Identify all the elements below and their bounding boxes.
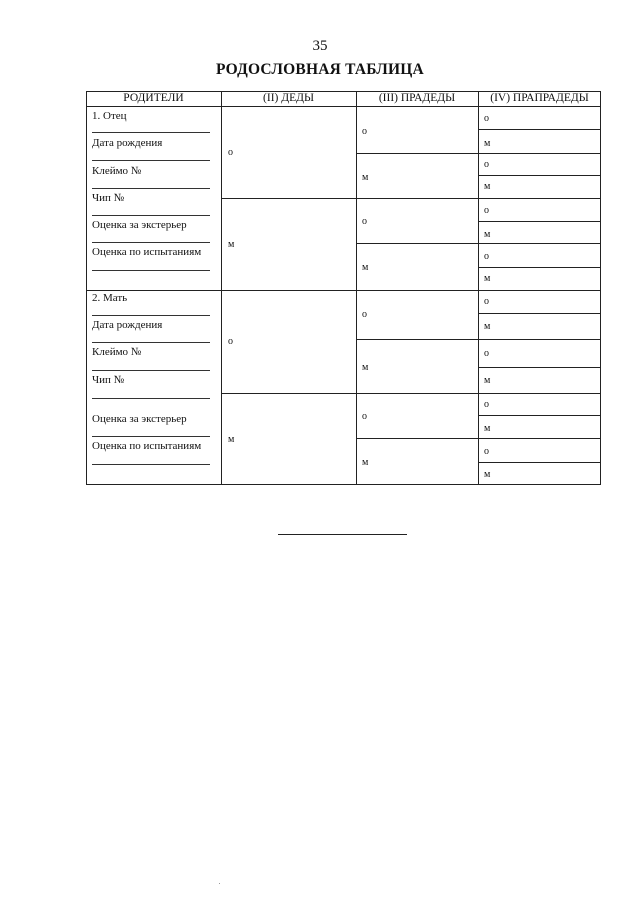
great-grandparent-father-mark: о <box>362 411 367 422</box>
row-divider-ggg <box>478 313 601 314</box>
father-brand-label: Клеймо № <box>92 165 142 177</box>
row-divider-grandparents <box>221 198 601 199</box>
row-divider-great-grandparents <box>356 438 601 439</box>
great-grandparent-mother-mark: м <box>362 457 369 468</box>
row-divider-ggg <box>478 267 601 268</box>
blank-line <box>92 315 210 316</box>
ggg-mother-mark: м <box>484 273 491 284</box>
blank-line <box>92 242 210 243</box>
ggg-father-mark: о <box>484 296 489 307</box>
ggg-father-mark: о <box>484 205 489 216</box>
father-exterior-label: Оценка за экстерьер <box>92 219 187 231</box>
father-birth-date-label: Дата рождения <box>92 137 163 149</box>
ggg-father-mark: о <box>484 251 489 262</box>
blank-line <box>92 160 210 161</box>
row-divider-ggg <box>478 462 601 463</box>
great-grandparent-mother-mark: м <box>362 262 369 273</box>
grandparent-mother-mark: м <box>228 434 235 445</box>
header-grandparents: (II) ДЕДЫ <box>263 92 314 104</box>
mother-birth-date-label: Дата рождения <box>92 319 163 331</box>
blank-line <box>92 464 210 465</box>
mother-heading: 2. Мать <box>92 292 128 304</box>
ggg-mother-mark: м <box>484 138 491 149</box>
father-trials-label: Оценка по испытаниям <box>92 246 202 258</box>
row-divider-great-grandparents <box>356 339 601 340</box>
blank-line <box>92 398 210 399</box>
column-divider <box>221 91 222 485</box>
row-divider-ggg <box>478 175 601 176</box>
mother-exterior-label: Оценка за экстерьер <box>92 413 187 425</box>
mother-chip-label: Чип № <box>92 374 125 386</box>
header-parents: РОДИТЕЛИ <box>123 92 184 104</box>
header-divider <box>86 106 601 107</box>
great-grandparent-father-mark: о <box>362 216 367 227</box>
ggg-mother-mark: м <box>484 181 491 192</box>
great-grandparent-mother-mark: м <box>362 172 369 183</box>
ggg-mother-mark: м <box>484 321 491 332</box>
row-divider-ggg <box>478 415 601 416</box>
ggg-father-mark: о <box>484 446 489 457</box>
row-divider-great-grandparents <box>356 153 601 154</box>
blank-line <box>92 436 210 437</box>
grandparent-mother-mark: м <box>228 239 235 250</box>
ggg-father-mark: о <box>484 113 489 124</box>
mother-brand-label: Клеймо № <box>92 346 142 358</box>
header-great-great-grandparents: (IV) ПРАПРАДЕДЫ <box>490 92 589 104</box>
great-grandparent-mother-mark: м <box>362 362 369 373</box>
column-divider <box>356 91 357 485</box>
blank-line <box>92 215 210 216</box>
father-chip-label: Чип № <box>92 192 125 204</box>
ggg-mother-mark: м <box>484 375 491 386</box>
scan-speck <box>219 883 220 884</box>
document-title: РОДОСЛОВНАЯ ТАБЛИЦА <box>216 61 424 78</box>
row-divider-ggg <box>478 221 601 222</box>
ggg-mother-mark: м <box>484 229 491 240</box>
header-great-grandparents: (III) ПРАДЕДЫ <box>378 92 456 104</box>
grandparent-father-mark: о <box>228 336 233 347</box>
row-divider-ggg <box>478 129 601 130</box>
page-number: 35 <box>312 38 328 54</box>
great-grandparent-father-mark: о <box>362 309 367 320</box>
ggg-father-mark: о <box>484 348 489 359</box>
blank-line <box>92 132 210 133</box>
row-divider-great-grandparents <box>356 243 601 244</box>
ggg-father-mark: о <box>484 159 489 170</box>
father-heading: 1. Отец <box>92 110 127 122</box>
ggg-father-mark: о <box>484 399 489 410</box>
column-divider <box>478 91 479 485</box>
mother-trials-label: Оценка по испытаниям <box>92 440 202 452</box>
great-grandparent-father-mark: о <box>362 126 367 137</box>
row-divider-grandparents <box>221 393 601 394</box>
grandparent-father-mark: о <box>228 147 233 158</box>
ggg-mother-mark: м <box>484 423 491 434</box>
blank-line <box>92 270 210 271</box>
ggg-mother-mark: м <box>484 469 491 480</box>
blank-line <box>92 370 210 371</box>
blank-line <box>92 342 210 343</box>
blank-line <box>92 188 210 189</box>
end-rule <box>278 534 407 535</box>
row-divider-parents <box>86 290 601 291</box>
row-divider-ggg <box>478 367 601 368</box>
